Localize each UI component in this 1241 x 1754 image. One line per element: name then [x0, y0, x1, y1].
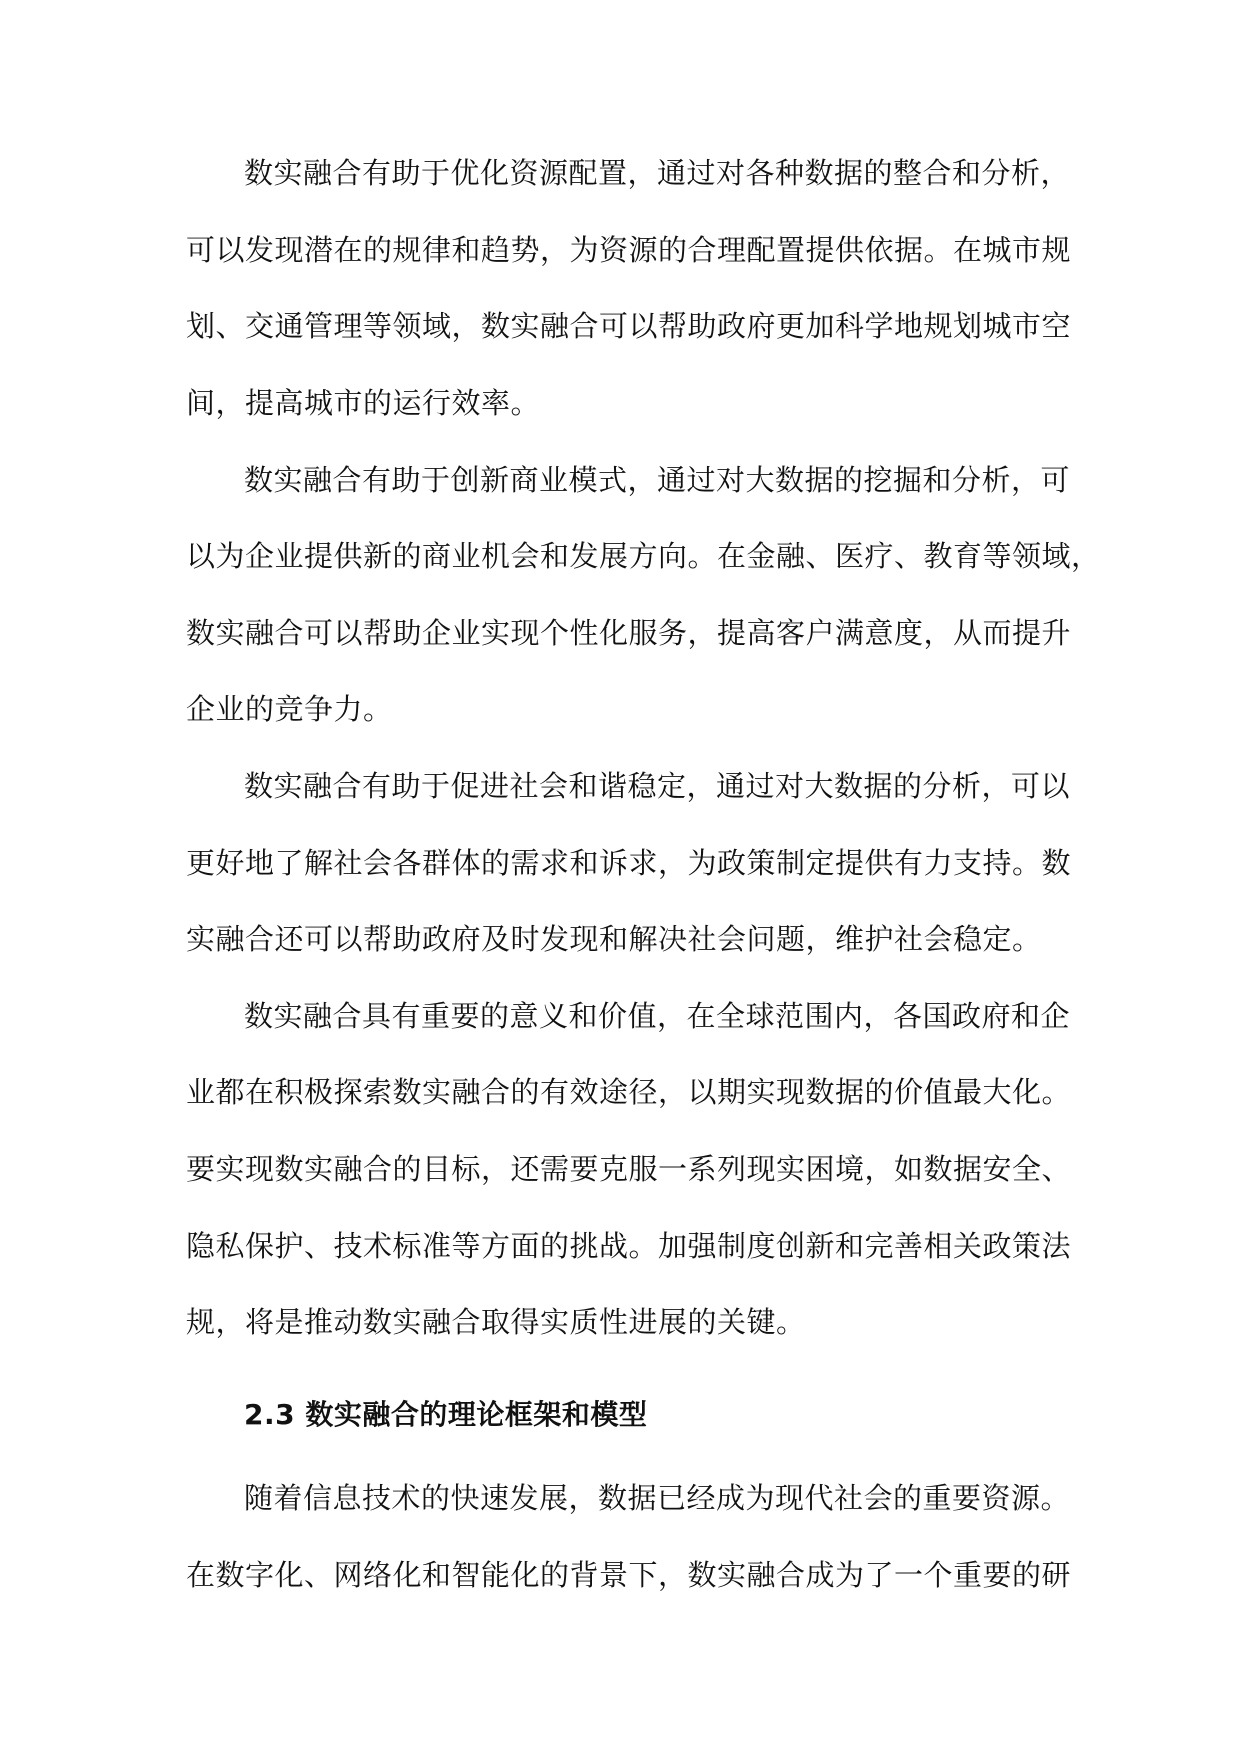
paragraph-5-line-1: 随着信息技术的快速发展，数据已经成为现代社会的重要资源。	[244, 1481, 1071, 1515]
paragraph-4-line-5: 规，将是推动数实融合取得实质性进展的关键。	[186, 1305, 806, 1339]
paragraph-1-line-2: 可以发现潜在的规律和趋势，为资源的合理配置提供依据。在城市规	[186, 233, 1072, 267]
paragraph-3-line-3: 实融合还可以帮助政府及时发现和解决社会问题，维护社会稳定。	[186, 922, 1042, 956]
section-heading: 2.3 数实融合的理论框架和模型	[244, 1398, 648, 1431]
paragraph-2-line-4: 企业的竞争力。	[186, 692, 393, 726]
paragraph-4-line-2: 业都在积极探索数实融合的有效途径，以期实现数据的价值最大化。	[186, 1075, 1072, 1109]
paragraph-4-line-3: 要实现数实融合的目标，还需要克服一系列现实困境，如数据安全、	[186, 1152, 1072, 1186]
paragraph-3-line-1: 数实融合有助于促进社会和谐稳定，通过对大数据的分析，可以	[244, 769, 1071, 803]
paragraph-2-line-1: 数实融合有助于创新商业模式，通过对大数据的挖掘和分析，可	[244, 463, 1071, 497]
paragraph-2-line-2: 以为企业提供新的商业机会和发展方向。在金融、医疗、教育等领域，	[186, 539, 1101, 573]
paragraph-2-line-3: 数实融合可以帮助企业实现个性化服务，提高客户满意度，从而提升	[186, 616, 1072, 650]
paragraph-4-line-4: 隐私保护、技术标准等方面的挑战。加强制度创新和完善相关政策法	[186, 1229, 1072, 1263]
paragraph-3-line-2: 更好地了解社会各群体的需求和诉求，为政策制定提供有力支持。数	[186, 846, 1072, 880]
paragraph-1-line-1: 数实融合有助于优化资源配置，通过对各种数据的整合和分析，	[244, 156, 1071, 190]
paragraph-1-line-4: 间，提高城市的运行效率。	[186, 386, 541, 420]
paragraph-4-line-1: 数实融合具有重要的意义和价值，在全球范围内，各国政府和企	[244, 999, 1071, 1033]
paragraph-5-line-2: 在数字化、网络化和智能化的背景下，数实融合成为了一个重要的研	[186, 1558, 1072, 1592]
paragraph-1-line-3: 划、交通管理等领域，数实融合可以帮助政府更加科学地规划城市空	[186, 309, 1072, 343]
